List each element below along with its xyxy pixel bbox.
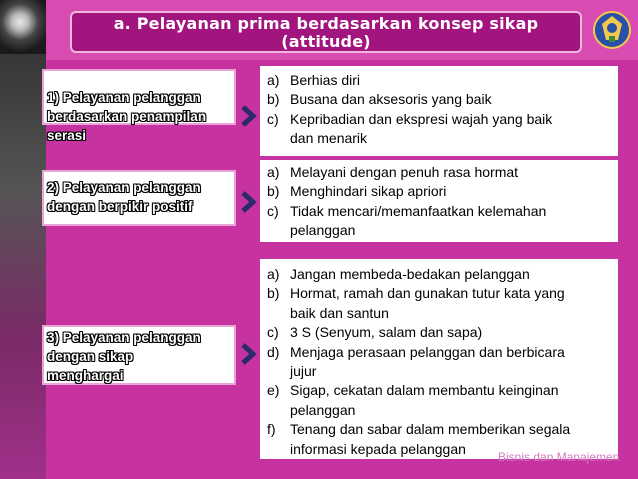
section-2-label	[47, 178, 201, 216]
section-2-label-line: 2) Pelayanan pelanggan	[47, 180, 201, 195]
section-3-label-line: dengan sikap	[47, 349, 134, 364]
list-marker: a)	[267, 164, 280, 180]
list-item-text: baik dan santun	[290, 304, 389, 321]
list-item	[260, 202, 618, 241]
list-item-text: informasi kepada pelanggan	[290, 440, 466, 457]
section-3-list	[260, 259, 618, 459]
list-item	[260, 71, 618, 90]
slide-title	[70, 11, 582, 53]
list-item-text: Tidak mencari/memanfaatkan kelemahan	[290, 202, 547, 219]
title-line-2: (attitude)	[281, 32, 371, 51]
list-item	[260, 265, 618, 284]
section-1-label-line: berdasarkan penampilan	[47, 109, 207, 124]
list-item-text: Busana dan aksesoris yang baik	[290, 91, 492, 108]
list-item-text: pelanggan	[290, 222, 356, 239]
list-marker: b)	[267, 285, 280, 302]
list-marker: b)	[267, 183, 280, 200]
list-item-text: Sigap, cekatan dalam membantu keinginan	[290, 382, 559, 399]
list-item-text: Menghindari sikap apriori	[290, 183, 447, 200]
section-3-details-box	[260, 259, 618, 459]
list-item-text: Berhias diri	[290, 72, 361, 88]
list-item-text: Jangan membeda-bedakan pelanggan	[290, 266, 530, 282]
list-marker: b)	[267, 91, 280, 108]
list-item-text: Menjaga perasaan pelanggan dan berbicara	[290, 343, 565, 360]
section-3-label-line: menghargai	[47, 368, 124, 383]
section-1-list	[260, 66, 618, 149]
section-1-label-line: serasi	[47, 128, 87, 143]
list-marker: c)	[267, 202, 279, 219]
section-2-details-box	[260, 160, 618, 242]
list-item	[260, 163, 618, 182]
footer-text: Bisnis dan Manajemen	[498, 450, 620, 464]
section-2-label-line: dengan berpikir positif	[47, 199, 193, 214]
chevron-right-icon	[239, 105, 261, 127]
section-2-list	[260, 160, 618, 241]
list-marker: c)	[267, 324, 279, 341]
list-item-text: Melayani dengan penuh rasa hormat	[290, 164, 519, 180]
list-item	[260, 182, 618, 201]
list-item-text: jujur	[290, 363, 317, 380]
list-marker: e)	[267, 382, 280, 399]
section-1-label	[47, 88, 206, 145]
chevron-right-icon	[239, 191, 261, 213]
list-item-text: Kepribadian dan ekspresi wajah yang baik	[290, 110, 553, 127]
list-item-text: 3 S (Senyum, salam dan sapa)	[290, 324, 483, 341]
list-marker: f)	[267, 421, 276, 438]
left-decorative-stripe	[0, 0, 46, 479]
section-3-label	[47, 328, 201, 385]
list-item	[260, 323, 618, 342]
list-marker: d)	[267, 343, 280, 360]
list-item-text: Tenang dan sabar dalam memberikan segala	[290, 421, 571, 438]
tut-wuri-handayani-logo-icon	[593, 10, 631, 50]
section-1-label-line: 1) Pelayanan pelanggan	[47, 90, 201, 105]
list-item-text: Hormat, ramah dan gunakan tutur kata yang	[290, 285, 565, 302]
list-marker: c)	[267, 110, 279, 127]
list-marker: a)	[267, 72, 280, 88]
list-item	[260, 110, 618, 149]
title-line-1: a. Pelayanan prima berdasarkan konsep sikap	[113, 14, 539, 33]
list-item	[260, 90, 618, 109]
list-item-text: dan menarik	[290, 130, 368, 147]
chevron-right-icon	[239, 343, 261, 365]
list-item	[260, 381, 618, 420]
list-item-text: pelanggan	[290, 401, 356, 418]
list-item	[260, 343, 618, 382]
list-marker: a)	[267, 266, 280, 282]
list-item	[260, 284, 618, 323]
section-1-details-box	[260, 66, 618, 156]
section-3-label-line: 3) Pelayanan pelanggan	[47, 330, 201, 345]
decorative-photo	[0, 0, 46, 54]
